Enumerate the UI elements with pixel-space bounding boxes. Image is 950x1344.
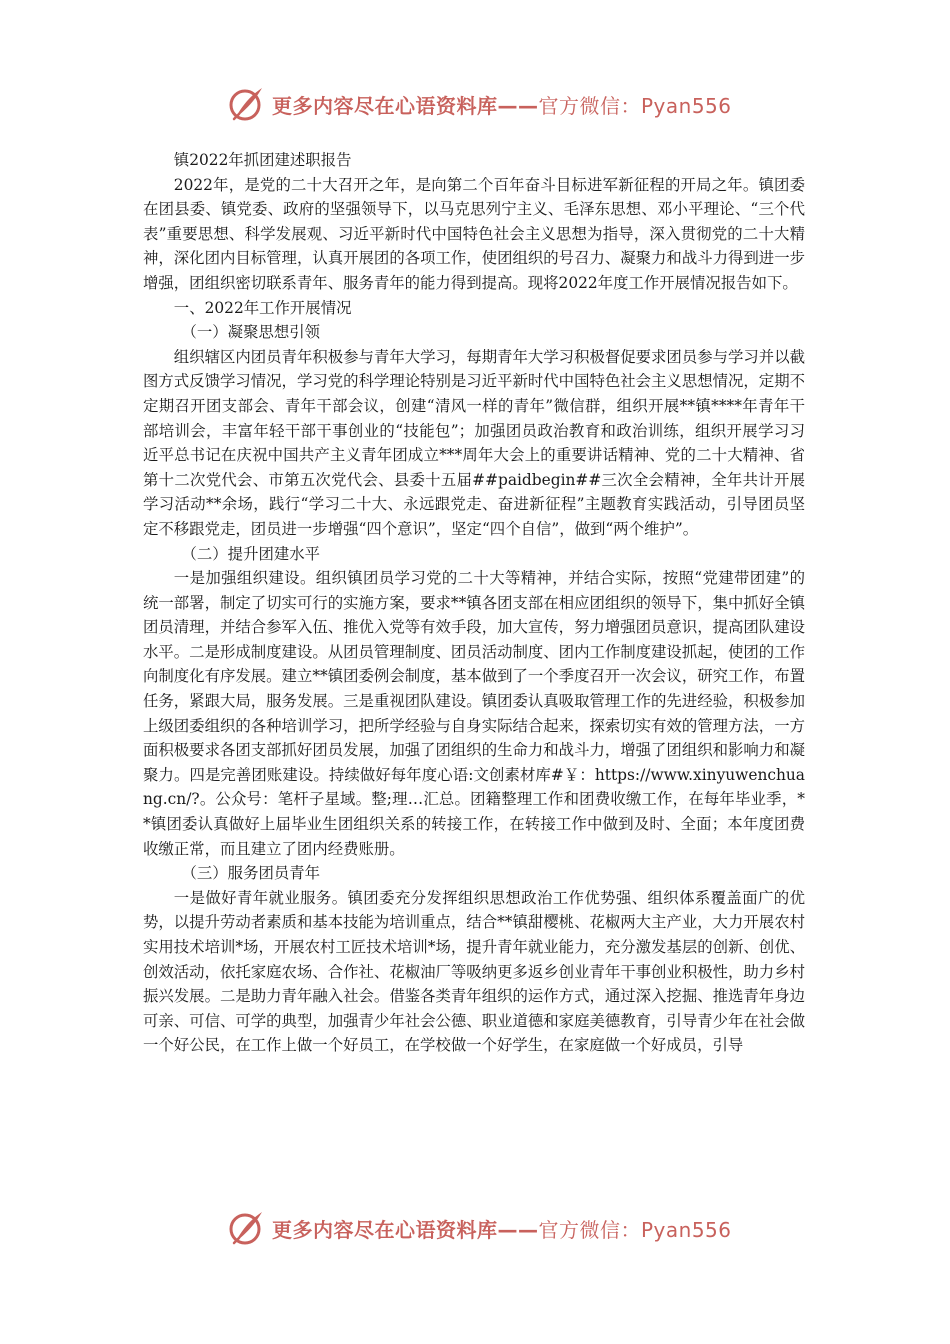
banner-main-text: 更多内容尽在心语资料库 — [272, 1217, 498, 1242]
paragraph-body: 一是加强组织建设。组织镇团员学习党的二十大等精神，并结合实际，按照“党建带团建”的统一部署，制定了切实可行的实施方案，要求**镇各团支部在相应团组织的领导下，集中抓好全镇团员清理，并结合参军入伍、推优入党等有效手段，加大宣传，努力增强团员意识，提高团队建设水平。二是形成制度建设。从团员管理制度、团员活动制度、团内工作制度建设抓起，使团的工作向制度化有序发展。建立**镇团委例会制度，基本做到了一个季度召开一次会议，研究工作，布置任务，紧跟大局，服务发展。三是重视团队建设。镇团委认真吸取管理工作的先进经验，积极参加上级团委组织的各种培训学习，把所学经验与自身实际结合起来，探索切实有效的管理方法，一方面积极要求各团支部抓好团员发展，加强了团组织的生命力和战斗力，增强了团组织和影响力和凝聚力。四是完善团账建设。持续做好每年度心语:文创素材库#￥：https://www.xinyuwenchuang.cn/?。公众号：笔杆子星域。整;理…汇总。团籍整理工作和团费收缴工作，在每年毕业季，**镇团委认真做好上届毕业生团组织关系的转接工作，在转接工作中做到及时、全面；本年度团费收缴正常，而且建立了团内经费账册。 — [143, 569, 805, 858]
banner-wechat-id: Pyan556 — [641, 1217, 732, 1242]
paragraph-body: 组织辖区内团员青年积极参与青年大学习，每期青年大学习积极督促要求团员参与学习并以截图方式反馈学习情况，学习党的科学理论特别是习近平新时代中国特色社会主义思想情况，定期不定期召开团支部会、青年干部会议，创建“清风一样的青年”微信群，组织开展**镇****年青年干部培训会，丰富年轻干部干事创业的“技能包”；加强团员政治教育和政治训练，组织开展学习习近平总书记在庆祝中国共产主义青年团成立***周年大会上的重要讲话精神、党的二十大精神、省第十二次党代会、市第五次党代会、县委十五届##paidbegin##三次全会精神，全年共计开展学习活动**余场，践行“学习二十大、永远跟党走、奋进新征程”主题教育实践活动，引导团员坚定不移跟党走，团员进一步增强“四个意识”，坚定“四个自信”，做到“两个维护”。 — [143, 347, 805, 538]
banner-dash: —— — [497, 93, 539, 118]
banner-text — [272, 1214, 732, 1243]
banner-text — [272, 90, 732, 119]
paragraph-intro: 2022年，是党的二十大召开之年，是向第二个百年奋斗目标进军新征程的开局之年。镇团委在团县委、镇党委、政府的坚强领导下，以马克思列宁主义、毛泽东思想、邓小平理论、“三个代表”重要思想、科学发展观、习近平新时代中国特色社会主义思想为指导，深入贯彻党的二十大精神，深化团内目标管理，认真开展团的各项工作，使团组织的号召力、凝聚力和战斗力得到进一步增强，团组织密切联系青年、服务青年的能力得到提高。现将2022年度工作开展情况报告如下。 — [143, 175, 805, 292]
footer-banner — [226, 1206, 746, 1250]
paragraph-body: 一是做好青年就业服务。镇团委充分发挥组织思想政治工作优势强、组织体系覆盖面广的优势，以提升劳动者素质和基本技能为培训重点，结合**镇甜樱桃、花椒两大主产业，大力开展农村实用技术培训*场，开展农村工匠技术培训*场，提升青年就业能力，充分激发基层的创新、创优、创效活动，依托家庭农场、合作社、花椒油厂等吸纳更多返乡创业青年干事创业积极性，助力乡村振兴发展。二是助力青年融入社会。借鉴各类青年组织的运作方式，通过深入挖掘、推选青年身边可亲、可信、可学的典型，加强青少年社会公德、职业道德和家庭美德教育，引导青少年在社会做一个好公民，在工作上做一个好员工，在学校做一个好学生，在家庭做一个好成员，引导 — [143, 888, 805, 1055]
feather-pen-circle-icon — [226, 84, 266, 124]
subsection-heading-1: （一）凝聚思想引领 — [181, 323, 321, 342]
banner-wechat-id: Pyan556 — [641, 93, 732, 118]
subsection-heading-2: （二）提升团建水平 — [181, 544, 321, 563]
banner-wechat-label: 官方微信： — [538, 1217, 641, 1242]
feather-pen-circle-icon — [226, 1208, 266, 1248]
banner-wechat-label: 官方微信： — [538, 93, 641, 118]
banner-main-text: 更多内容尽在心语资料库 — [272, 93, 498, 118]
subsection-heading-3: （三）服务团员青年 — [181, 864, 321, 883]
section-heading-1: 一、2022年工作开展情况 — [173, 298, 352, 317]
header-banner — [226, 82, 746, 126]
document-title: 镇2022年抓团建述职报告 — [173, 151, 352, 169]
document-body — [143, 148, 805, 1058]
banner-dash: —— — [497, 1217, 539, 1242]
